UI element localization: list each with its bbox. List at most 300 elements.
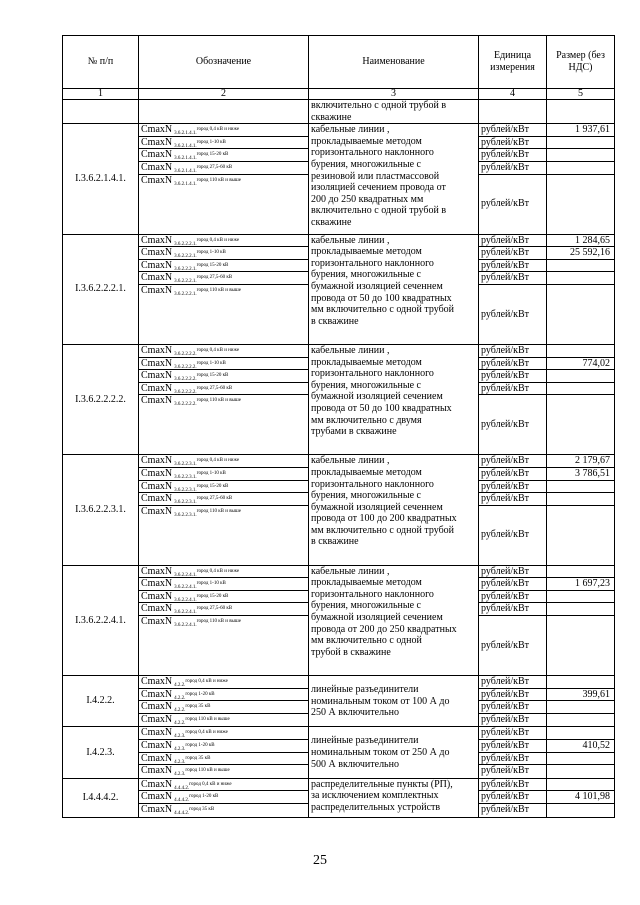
cmax-symbol: CmaxN xyxy=(141,688,173,700)
cmax-designation xyxy=(139,740,308,753)
cmax-subscript: 3.6.2.1.4.1. xyxy=(174,168,197,174)
cmax-designation xyxy=(139,260,308,273)
unit-label: рублей/кВт xyxy=(479,753,546,766)
item-name-line: распределительных устройств xyxy=(311,802,441,813)
cmax-symbol: CmaxN xyxy=(141,701,173,713)
item-name-line: горизонтального наклонного xyxy=(311,478,434,490)
unit-label: рублей/кВт xyxy=(479,468,546,481)
cmax-superscript: город 1-10 кВ xyxy=(196,470,226,476)
cmax-designation xyxy=(139,345,308,358)
cmax-designation xyxy=(139,765,308,778)
cmax-subscript: 3.6.2.2.4.1. xyxy=(174,610,197,616)
size-value xyxy=(547,260,614,273)
unit-label: рублей/кВт xyxy=(479,149,546,162)
item-code: I.4.2.3. xyxy=(63,727,139,778)
size-value xyxy=(547,493,614,506)
header-size: Размер (без НДС) xyxy=(547,36,615,89)
item-name-line: бурения, многожильные с xyxy=(311,379,421,391)
item-name-line: провода от 200 до 250 квадратных xyxy=(311,623,457,635)
item-name-line: кабельные линии , xyxy=(311,455,390,467)
cmax-subscript: 3.6.2.1.4.1. xyxy=(174,181,197,187)
cmax-symbol: CmaxN xyxy=(141,344,173,356)
unit-label: рублей/кВт xyxy=(481,639,530,651)
header-unit: Единица измерения xyxy=(479,36,547,89)
item-code: I.3.6.2.2.3.1. xyxy=(63,455,139,565)
item-name-line: бумажной изоляцией сеченнем xyxy=(311,501,443,513)
cmax-symbol: CmaxN xyxy=(141,565,173,577)
cmax-designation xyxy=(139,689,308,702)
column-number: 3 xyxy=(309,89,479,100)
cmax-superscript: город 0,4 кВ и ниже xyxy=(185,679,228,685)
cmax-symbol: CmaxN xyxy=(141,395,173,407)
item-name-line: горизонтального наклонного xyxy=(311,257,434,269)
cmax-subscript: 3.6.2.2.2.2. xyxy=(174,402,197,408)
value-cell xyxy=(547,778,615,817)
unit-cell xyxy=(479,727,547,778)
item-name-line: бурения, многожильные с xyxy=(311,269,421,281)
size-value xyxy=(547,137,614,150)
cmax-symbol: CmaxN xyxy=(141,804,173,815)
cmax-subscript: 3.6.2.2.2.1. xyxy=(174,241,197,247)
size-value xyxy=(547,804,614,817)
groups-group-row xyxy=(63,124,615,234)
size-value xyxy=(547,753,614,766)
item-name-line: горизонтального наклонного xyxy=(311,588,434,600)
cmax-subscript: 4.2.2. xyxy=(174,683,186,689)
cmax-superscript: город 0,4 кВ и ниже xyxy=(189,781,232,787)
item-name-line: в скважине xyxy=(311,315,359,327)
size-value: 25 592,16 xyxy=(547,247,614,260)
item-name-line: бумажной изоляцией сечением xyxy=(311,391,443,403)
item-name-line: за исключением комплектных xyxy=(311,790,439,802)
size-value xyxy=(547,676,614,689)
cmax-symbol: CmaxN xyxy=(141,136,173,148)
cmax-designation xyxy=(139,616,308,675)
cmax-superscript: город 1-20 кВ xyxy=(185,691,215,697)
item-name-line: распределительные пункты (РП), xyxy=(311,778,453,790)
cmax-symbol: CmaxN xyxy=(141,357,173,369)
size-value xyxy=(547,727,614,740)
designation-cell xyxy=(139,676,309,727)
size-value xyxy=(547,591,614,604)
designation-cell xyxy=(139,124,309,234)
unit-cell xyxy=(479,676,547,727)
unit-label: рублей/кВт xyxy=(479,383,546,396)
cmax-subscript: 4.2.3. xyxy=(174,772,186,778)
unit-cell xyxy=(479,124,547,234)
unit-label: рублей/кВт xyxy=(481,529,530,541)
value-cell xyxy=(547,455,615,565)
item-name xyxy=(309,234,479,344)
cmax-superscript: город 0,4 кВ и ниже xyxy=(185,730,228,736)
column-number: 4 xyxy=(479,89,547,100)
item-name-line: мм включительно с двумя xyxy=(311,414,422,426)
cmax-subscript: 4.4.4.2. xyxy=(174,785,190,791)
cmax-subscript: 3.6.2.2.4.1. xyxy=(174,585,197,591)
item-name-line: провода от 100 до 200 квадратных xyxy=(311,513,457,525)
cmax-subscript: 3.6.2.2.2.2. xyxy=(174,377,197,383)
unit-label: рублей/кВт xyxy=(479,493,546,506)
cmax-superscript: город 35 кВ xyxy=(189,807,215,812)
cmax-symbol: CmaxN xyxy=(141,493,173,505)
item-name-line: бурения, многожильные с xyxy=(311,490,421,502)
item-name-line: горизонтального наклонного xyxy=(311,368,434,380)
continued-text-line: включительно с одной трубой в xyxy=(311,100,447,111)
cmax-designation xyxy=(139,383,308,396)
item-code: I.4.2.2. xyxy=(63,676,139,727)
unit-cell xyxy=(479,565,547,675)
cmax-designation xyxy=(139,162,308,175)
size-value xyxy=(547,272,614,285)
value-cell xyxy=(547,727,615,778)
cmax-superscript: город 110 кВ и выше xyxy=(185,716,230,722)
item-name xyxy=(309,124,479,234)
cmax-symbol: CmaxN xyxy=(141,616,173,628)
cmax-symbol: CmaxN xyxy=(141,713,173,725)
cmax-designation xyxy=(139,701,308,714)
cmax-designation xyxy=(139,791,308,804)
value-cell xyxy=(547,234,615,344)
size-value xyxy=(547,175,614,234)
cmax-superscript: город 27,5-60 кВ xyxy=(196,275,233,281)
cmax-designation xyxy=(139,566,308,579)
cmax-subscript: 3.6.2.1.4.1. xyxy=(174,156,197,162)
item-code: I.4.4.4.2. xyxy=(63,778,139,817)
cmax-symbol: CmaxN xyxy=(141,791,173,803)
designation-cell xyxy=(139,344,309,454)
size-value xyxy=(547,149,614,162)
size-value xyxy=(547,779,614,792)
cmax-subscript: 4.2.3. xyxy=(174,747,186,753)
cmax-superscript: город 110 кВ и выше xyxy=(196,398,241,404)
cmax-subscript: 3.6.2.2.4.1. xyxy=(174,623,197,629)
cmax-symbol: CmaxN xyxy=(141,284,173,296)
continued-row xyxy=(63,100,615,124)
cmax-designation xyxy=(139,578,308,591)
cmax-designation xyxy=(139,285,308,344)
column-number: 2 xyxy=(139,89,309,100)
size-value: 4 101,98 xyxy=(547,791,614,804)
cmax-symbol: CmaxN xyxy=(141,727,173,739)
item-name xyxy=(309,344,479,454)
cmax-superscript: город 15-20 кВ xyxy=(196,483,229,489)
cmax-symbol: CmaxN xyxy=(141,505,173,517)
unit-label: рублей/кВт xyxy=(479,260,546,273)
size-value xyxy=(547,616,614,675)
item-name-line: мм включительно с одной трубой xyxy=(311,524,455,536)
unit-label: рублей/кВт xyxy=(479,272,546,285)
unit-label: рублей/кВт xyxy=(481,765,530,777)
size-value: 774,02 xyxy=(547,358,614,371)
groups-group-row xyxy=(63,455,615,565)
cmax-subscript: 4.2.2. xyxy=(174,720,186,726)
item-name-line: резиновой или пластмассовой xyxy=(311,170,440,182)
size-value: 2 179,67 xyxy=(547,455,614,468)
cmax-subscript: 3.6.2.1.4.1. xyxy=(174,143,197,149)
cmax-symbol: CmaxN xyxy=(141,149,173,161)
size-value: 1 937,61 xyxy=(547,124,614,137)
unit-cell xyxy=(479,778,547,817)
cmax-subscript: 3.6.2.2.2.1. xyxy=(174,279,197,285)
unit-label: рублей/кВт xyxy=(479,455,546,468)
item-name-line: изоляцией сечением провода от xyxy=(311,182,446,194)
cmax-designation xyxy=(139,370,308,383)
unit-cell xyxy=(479,344,547,454)
value-cell xyxy=(547,344,615,454)
size-value: 3 786,51 xyxy=(547,468,614,481)
cmax-designation xyxy=(139,727,308,740)
size-value xyxy=(547,383,614,396)
cmax-symbol: CmaxN xyxy=(141,234,173,246)
item-name-line: горизонтального наклонного xyxy=(311,147,434,159)
item-name-line: прокладываемые методом xyxy=(311,466,422,478)
cmax-symbol: CmaxN xyxy=(141,578,173,590)
cmax-superscript: город 0,4 кВ и ниже xyxy=(196,237,240,243)
cmax-designation xyxy=(139,175,308,234)
item-name xyxy=(309,565,479,675)
cmax-designation xyxy=(139,468,308,481)
size-value xyxy=(547,603,614,616)
cmax-symbol: CmaxN xyxy=(141,778,173,790)
unit-label: рублей/кВт xyxy=(479,779,546,792)
unit-label: рублей/кВт xyxy=(479,676,546,689)
cmax-superscript: город 15-20 кВ xyxy=(196,593,229,599)
item-name-line: трубой в скважине xyxy=(311,646,391,658)
cmax-superscript: город 0,4 кВ и ниже xyxy=(196,127,240,133)
cmax-symbol: CmaxN xyxy=(141,174,173,186)
cmax-designation xyxy=(139,804,308,817)
item-name-line: мм включительно с одной xyxy=(311,635,422,647)
size-value xyxy=(547,506,614,565)
cmax-symbol: CmaxN xyxy=(141,676,173,688)
cmax-superscript: город 0,4 кВ и ниже xyxy=(196,347,240,353)
item-code: I.3.6.2.2.2.1. xyxy=(63,234,139,344)
item-name-line: провода от 50 до 100 квадратных xyxy=(311,292,452,304)
designation-cell xyxy=(139,455,309,565)
size-value xyxy=(547,162,614,175)
cmax-superscript: город 1-10 кВ xyxy=(196,139,226,145)
cmax-symbol: CmaxN xyxy=(141,752,173,764)
item-name-line: скважине xyxy=(311,216,352,228)
cmax-superscript: город 0,4 кВ и ниже xyxy=(196,458,240,464)
item-name-line: мм включительно с одной трубой xyxy=(311,304,455,316)
item-name-line: 200 до 250 квадратных мм xyxy=(311,193,424,205)
unit-label: рублей/кВт xyxy=(479,701,546,714)
cmax-superscript: город 110 кВ и выше xyxy=(196,177,241,183)
size-value xyxy=(547,370,614,383)
cmax-subscript: 3.6.2.2.2.2. xyxy=(174,389,197,395)
unit-label: рублей/кВт xyxy=(481,198,530,210)
size-value: 1 697,23 xyxy=(547,578,614,591)
cmax-subscript: 3.6.2.2.3.1. xyxy=(174,512,197,518)
small_groups-group-row xyxy=(63,727,615,778)
groups-group-row xyxy=(63,234,615,344)
cmax-superscript: город 27,5-60 кВ xyxy=(196,496,233,502)
unit-label: рублей/кВт xyxy=(481,713,530,725)
cmax-superscript: город 110 кВ и выше xyxy=(185,768,230,774)
size-value xyxy=(547,714,614,727)
cmax-designation xyxy=(139,149,308,162)
cmax-superscript: город 27,5-60 кВ xyxy=(196,385,233,391)
size-value xyxy=(547,765,614,778)
item-name-line: трубами в скважине xyxy=(311,426,397,438)
item-name xyxy=(309,778,479,817)
size-value: 399,61 xyxy=(547,689,614,702)
unit-label: рублей/кВт xyxy=(479,247,546,260)
cmax-superscript: город 15-20 кВ xyxy=(196,373,229,379)
cmax-subscript: 4.2.2. xyxy=(174,708,186,714)
page-number: 25 xyxy=(313,853,327,868)
cmax-symbol: CmaxN xyxy=(141,590,173,602)
groups-group-row xyxy=(63,565,615,675)
cmax-subscript: 3.6.2.2.3.1. xyxy=(174,474,197,480)
cmax-subscript: 4.4.4.2. xyxy=(174,811,190,816)
cmax-superscript: город 1-20 кВ xyxy=(189,794,219,800)
unit-label: рублей/кВт xyxy=(479,345,546,358)
item-name-line: бурения, многожильные с xyxy=(311,600,421,612)
cmax-designation xyxy=(139,358,308,371)
cmax-symbol: CmaxN xyxy=(141,467,173,479)
item-name-line: бурения, многожильные с xyxy=(311,158,421,170)
unit-label: рублей/кВт xyxy=(479,566,546,579)
item-code: I.3.6.2.2.2.2. xyxy=(63,344,139,454)
column-number: 1 xyxy=(63,89,139,100)
unit-label: рублей/кВт xyxy=(479,481,546,494)
cmax-designation xyxy=(139,455,308,468)
cmax-designation xyxy=(139,124,308,137)
cmax-subscript: 3.6.2.2.4.1. xyxy=(174,597,197,603)
cmax-superscript: город 110 кВ и выше xyxy=(196,508,241,514)
cmax-designation xyxy=(139,506,308,565)
cmax-subscript: 3.6.2.2.2.1. xyxy=(174,254,197,260)
size-value xyxy=(547,285,614,344)
unit-label: рублей/кВт xyxy=(479,370,546,383)
cmax-symbol: CmaxN xyxy=(141,124,173,136)
item-name-line: провода от 50 до 100 квадратных xyxy=(311,402,452,414)
unit-label: рублей/кВт xyxy=(479,791,546,804)
cmax-superscript: город 1-10 кВ xyxy=(196,581,226,587)
cmax-designation xyxy=(139,137,308,150)
unit-label: рублей/кВт xyxy=(479,689,546,702)
unit-label: рублей/кВт xyxy=(481,804,530,815)
designation-cell xyxy=(139,778,309,817)
cmax-symbol: CmaxN xyxy=(141,259,173,271)
cmax-superscript: город 27,5-60 кВ xyxy=(196,164,233,170)
unit-label: рублей/кВт xyxy=(479,578,546,591)
cmax-subscript: 3.6.2.2.2.1. xyxy=(174,266,197,272)
unit-label: рублей/кВт xyxy=(479,740,546,753)
item-name-line: прокладываемые методом xyxy=(311,577,422,589)
item-name-line: кабельные линии , xyxy=(311,344,390,356)
cmax-subscript: 4.2.2. xyxy=(174,695,186,701)
unit-cell xyxy=(479,234,547,344)
cmax-subscript: 4.2.3. xyxy=(174,759,186,765)
cmax-designation xyxy=(139,235,308,248)
item-name-line: 250 А включительно xyxy=(311,707,399,719)
item-name xyxy=(309,455,479,565)
header-name: Наименование xyxy=(309,36,479,89)
cmax-superscript: город 35 кВ xyxy=(185,704,211,710)
cmax-symbol: CmaxN xyxy=(141,455,173,467)
item-code: I.3.6.2.2.4.1. xyxy=(63,565,139,675)
item-name-line: прокладываемые методом xyxy=(311,246,422,258)
item-name-line: номинальным током от 100 А до xyxy=(311,695,450,707)
cmax-designation xyxy=(139,591,308,604)
cmax-designation xyxy=(139,272,308,285)
cmax-superscript: город 35 кВ xyxy=(185,755,211,761)
size-value xyxy=(547,566,614,579)
size-value: 1 284,65 xyxy=(547,235,614,248)
item-name-line: линейные разъединители xyxy=(311,735,419,747)
cmax-subscript: 3.6.2.2.2.2. xyxy=(174,364,197,370)
item-name-line: 500 А включительно xyxy=(311,758,399,770)
cmax-designation xyxy=(139,603,308,616)
unit-label: рублей/кВт xyxy=(479,235,546,248)
size-value xyxy=(547,395,614,454)
designation-cell xyxy=(139,727,309,778)
cmax-symbol: CmaxN xyxy=(141,765,173,777)
cmax-designation xyxy=(139,493,308,506)
cmax-subscript: 3.6.2.2.3.1. xyxy=(174,487,197,493)
designation-cell xyxy=(139,565,309,675)
item-name-line: кабельные линии , xyxy=(311,124,390,136)
unit-label: рублей/кВт xyxy=(479,358,546,371)
cmax-designation xyxy=(139,481,308,494)
size-value xyxy=(547,481,614,494)
item-name-line: кабельные линии , xyxy=(311,565,390,577)
unit-label: рублей/кВт xyxy=(479,124,546,137)
small_groups-group-row xyxy=(63,676,615,727)
size-value: 410,52 xyxy=(547,740,614,753)
unit-label: рублей/кВт xyxy=(481,308,530,320)
cmax-superscript: город 1-10 кВ xyxy=(196,360,226,366)
cmax-subscript: 3.6.2.2.2.1. xyxy=(174,291,197,297)
item-name-line: в скважине xyxy=(311,536,359,548)
cmax-superscript: город 110 кВ и выше xyxy=(196,619,241,625)
value-cell xyxy=(547,565,615,675)
cmax-subscript: 4.4.4.2. xyxy=(174,798,190,804)
cmax-symbol: CmaxN xyxy=(141,247,173,259)
cmax-subscript: 3.6.2.2.4.1. xyxy=(174,572,197,578)
item-name-line: прокладываемые методом xyxy=(311,356,422,368)
header-number: № п/п xyxy=(63,36,139,89)
cmax-designation xyxy=(139,779,308,792)
cmax-subscript: 4.2.3. xyxy=(174,734,186,740)
column-number: 5 xyxy=(547,89,615,100)
unit-label: рублей/кВт xyxy=(479,137,546,150)
groups-group-row xyxy=(63,344,615,454)
header-row xyxy=(63,36,615,89)
cmax-designation xyxy=(139,395,308,454)
header-designation: Обозначение xyxy=(139,36,309,89)
value-cell xyxy=(547,676,615,727)
cmax-symbol: CmaxN xyxy=(141,272,173,284)
item-name-line: прокладываемые методом xyxy=(311,135,422,147)
cmax-symbol: CmaxN xyxy=(141,382,173,394)
continued-text-line: скважине xyxy=(311,111,352,123)
cmax-symbol: CmaxN xyxy=(141,740,173,752)
cmax-superscript: город 1-10 кВ xyxy=(196,250,226,256)
unit-label: рублей/кВт xyxy=(479,727,546,740)
unit-label: рублей/кВт xyxy=(479,591,546,604)
cmax-superscript: город 110 кВ и выше xyxy=(196,287,241,293)
item-name-line: номинальным током от 250 А до xyxy=(311,747,450,759)
cmax-symbol: CmaxN xyxy=(141,603,173,615)
cmax-superscript: город 27,5-60 кВ xyxy=(196,606,233,612)
item-name-line: бумажной изоляцией сеченнем xyxy=(311,280,443,292)
designation-cell xyxy=(139,234,309,344)
cmax-symbol: CmaxN xyxy=(141,161,173,173)
